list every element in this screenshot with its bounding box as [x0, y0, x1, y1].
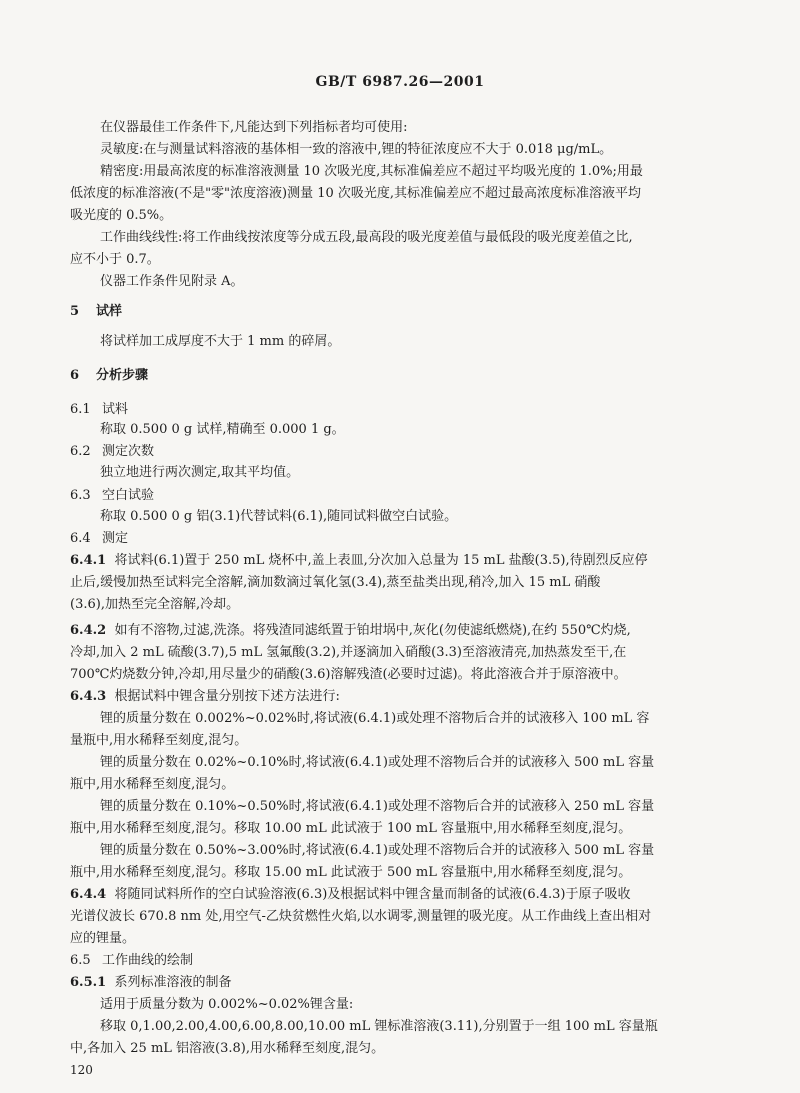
section-6-5-number: 6.5 [70, 953, 91, 968]
section-6-number: 6 [70, 368, 80, 383]
section-6-4-heading [70, 530, 128, 548]
precision-line-3: 吸光度的 0.5%。 [70, 208, 173, 223]
section-6-4-4-text-a: 将随同试料所作的空白试验溶液(6.3)及根据试料中锂含量而制备的试液(6.4.3)于原子吸收 [114, 887, 631, 902]
precision-line-1: 精密度:用最高浓度的标准溶液测量 10 次吸光度,其标准偏差应不超过平均吸光度的 1.0%;用最 [100, 164, 643, 179]
section-6-5-title: 工作曲线的绘制 [102, 953, 194, 968]
sensitivity-paragraph: 灵敏度:在与测量试料溶液的基体相一致的溶液中,锂的特征浓度应不大于 0.018 μg/mL。 [100, 142, 613, 157]
section-6-5-1-scope: 适用于质量分数为 0.002%~0.02%锂含量: [100, 997, 354, 1012]
section-6-4-3-case-2-line-1: 锂的质量分数在 0.02%~0.10%时,将试液(6.4.1)或处理不溶物后合并的试液移入 500 mL 容量 [100, 755, 655, 770]
section-6-5-1-heading [70, 974, 231, 992]
section-6-4-3-number: 6.4.3 [70, 689, 107, 704]
section-6-4-3-case-4-line-1: 锂的质量分数在 0.50%~3.00%时,将试液(6.4.1)或处理不溶物后合并的试液移入 500 mL 容量 [100, 843, 655, 858]
section-6-2-text: 独立地进行两次测定,取其平均值。 [100, 465, 300, 480]
section-6-4-2-line-3: 700℃灼烧数分钟,冷却,用尽量少的硝酸(3.6)溶解残渣(必要时过滤)。将此溶液合并于原溶液中。 [70, 667, 627, 682]
section-6-4-4-line-3: 应的锂量。 [70, 931, 136, 946]
section-6-4-1-line-1 [70, 552, 648, 570]
section-5-number: 5 [70, 304, 80, 319]
section-5-heading [70, 303, 122, 321]
section-6-heading [70, 367, 148, 385]
section-6-4-2-line-1 [70, 622, 631, 640]
section-6-1-heading [70, 401, 128, 419]
section-6-3-number: 6.3 [70, 488, 91, 503]
section-6-2-heading [70, 443, 154, 461]
section-6-4-4-number: 6.4.4 [70, 887, 107, 902]
section-6-2-number: 6.2 [70, 444, 91, 459]
section-6-4-3-case-1-line-1: 锂的质量分数在 0.002%~0.02%时,将试液(6.4.1)或处理不溶物后合并的试液移入 100 mL 容 [100, 711, 650, 726]
section-6-5-1-title: 系列标准溶液的制备 [114, 975, 232, 990]
section-6-4-1-number: 6.4.1 [70, 553, 107, 568]
section-5-text: 将试样加工成厚度不大于 1 mm 的碎屑。 [100, 334, 341, 349]
section-6-5-1-number: 6.5.1 [70, 975, 107, 990]
linearity-line-2: 应不小于 0.7。 [70, 252, 160, 267]
section-5-title: 试样 [96, 304, 123, 319]
linearity-line-1: 工作曲线线性:将工作曲线按浓度等分成五段,最高段的吸光度差值与最低段的吸光度差值之比, [100, 230, 633, 245]
section-6-4-2-text-a: 如有不溶物,过滤,洗涤。将残渣同滤纸置于铂坩埚中,灰化(勿使滤纸燃烧),在约 550℃灼烧, [114, 623, 631, 638]
section-6-4-2-line-2: 冷却,加入 2 mL 硫酸(3.7),5 mL 氢氟酸(3.2),并逐滴加入硝酸(3.3)至溶液清亮,加热蒸发至干,在 [70, 645, 627, 660]
section-6-3-text: 称取 0.500 0 g 铝(3.1)代替试料(6.1),随同试料做空白试验。 [100, 509, 458, 524]
section-6-4-4-line-2: 光谱仪波长 670.8 nm 处,用空气-乙炔贫燃性火焰,以水调零,测量锂的吸光度。从工作曲线上查出相对 [70, 909, 652, 924]
section-6-4-number: 6.4 [70, 531, 91, 546]
page-header: GB/T 6987.26—2001 [315, 74, 485, 90]
section-6-5-1-procedure-line-1: 移取 0,1.00,2.00,4.00,6.00,8.00,10.00 mL 锂标准溶液(3.11),分别置于一组 100 mL 容量瓶 [100, 1019, 658, 1034]
section-6-4-3-case-4-line-2: 瓶中,用水稀释至刻度,混匀。移取 15.00 mL 此试液于 500 mL 容量瓶中,用水稀释至刻度,混匀。 [70, 865, 632, 880]
section-6-4-3-case-3-line-2: 瓶中,用水稀释至刻度,混匀。移取 10.00 mL 此试液于 100 mL 容量瓶中,用水稀释至刻度,混匀。 [70, 821, 632, 836]
section-6-3-heading [70, 487, 154, 505]
section-6-1-number: 6.1 [70, 402, 91, 417]
section-6-2-title: 测定次数 [102, 444, 155, 459]
section-6-4-1-line-2: 止后,缓慢加热至试料完全溶解,滴加数滴过氧化氢(3.4),蒸至盐类出现,稍冷,加入 15 mL 硝酸 [70, 575, 601, 590]
section-6-4-title: 测定 [102, 531, 129, 546]
section-6-4-3-text-a: 根据试料中锂含量分别按下述方法进行: [114, 689, 340, 704]
section-6-4-3-case-2-line-2: 瓶中,用水稀释至刻度,混匀。 [70, 777, 235, 792]
intro-paragraph: 在仪器最佳工作条件下,凡能达到下列指标者均可使用: [100, 120, 408, 135]
section-6-4-3-case-3-line-1: 锂的质量分数在 0.10%~0.50%时,将试液(6.4.1)或处理不溶物后合并的试液移入 250 mL 容量 [100, 799, 655, 814]
section-6-4-3-line-1 [70, 688, 340, 706]
section-6-4-1-text-a: 将试料(6.1)置于 250 mL 烧杯中,盖上表皿,分次加入总量为 15 mL 盐酸(3.5),待剧烈反应停 [114, 553, 648, 568]
section-6-5-heading [70, 952, 193, 970]
section-6-4-3-case-1-line-2: 量瓶中,用水稀释至刻度,混匀。 [70, 733, 248, 748]
appendix-note: 仪器工作条件见附录 A。 [100, 274, 244, 289]
section-6-4-2-number: 6.4.2 [70, 623, 107, 638]
section-6-1-title: 试料 [102, 402, 129, 417]
section-6-3-title: 空白试验 [102, 488, 155, 503]
section-6-4-1-line-3: (3.6),加热至完全溶解,冷却。 [70, 597, 240, 612]
precision-line-2: 低浓度的标准溶液(不是"零"浓度溶液)测量 10 次吸光度,其标准偏差应不超过最高浓度标准溶液平均 [70, 186, 642, 201]
section-6-title: 分析步骤 [96, 368, 149, 383]
section-6-4-4-line-1 [70, 886, 631, 904]
section-6-5-1-procedure-line-2: 中,各加入 25 mL 铝溶液(3.8),用水稀释至刻度,混匀。 [70, 1041, 385, 1056]
section-6-1-text: 称取 0.500 0 g 试样,精确至 0.000 1 g。 [100, 422, 345, 437]
page-number: 120 [70, 1063, 93, 1077]
